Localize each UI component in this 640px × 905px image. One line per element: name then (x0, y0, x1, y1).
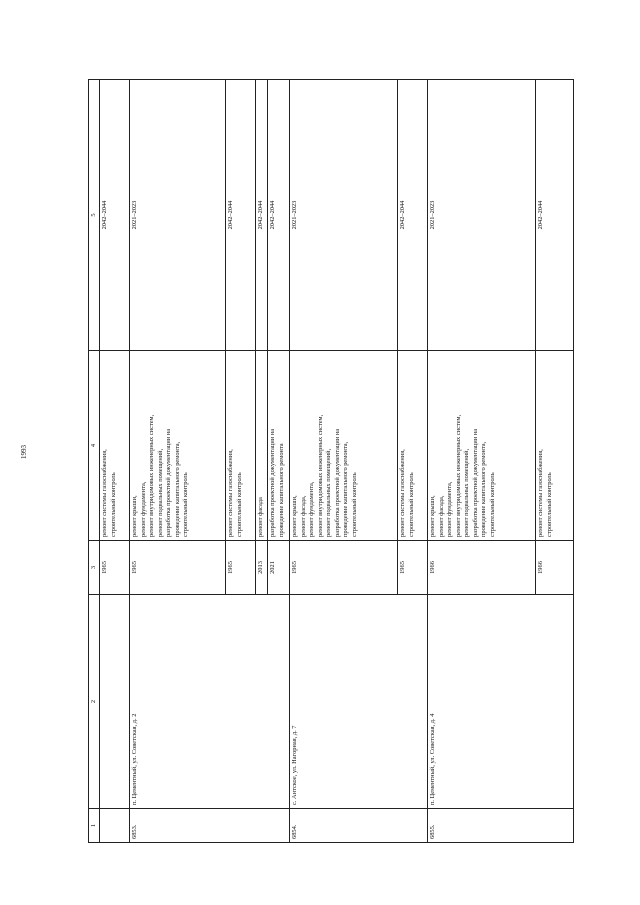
work-item: ремонт крыши, (429, 495, 437, 537)
address-cell (100, 595, 130, 809)
table-body (100, 80, 574, 843)
row-number-cell: 6854. (290, 809, 428, 843)
table-row (290, 80, 398, 843)
row-number-cell: 6853. (130, 809, 290, 843)
work-item: проведение капитального ремонта, (342, 441, 350, 537)
period-cell: 2042–2044 (100, 80, 130, 351)
works-cell (130, 351, 226, 541)
works-cell (256, 351, 268, 541)
table-wrapper (88, 80, 553, 843)
page-number: 1993 (20, 445, 28, 459)
works-cell (226, 351, 256, 541)
table-row (130, 80, 226, 843)
row-number-cell: 6855. (428, 809, 574, 843)
work-item: строительный контроль (350, 472, 358, 537)
work-item: ремонт системы газоснабжения, (537, 449, 545, 537)
year-cell: 2013 (256, 541, 268, 595)
work-item: ремонт системы газоснабжения, (227, 449, 235, 537)
period-cell: 2021–2023 (130, 80, 226, 351)
address-cell: с. Антское, ул. Нагорная, д. 7 (290, 595, 428, 809)
work-item: ремонт внутридомовых инженерных систем, (148, 414, 156, 537)
year-cell: 1965 (100, 541, 130, 595)
table-row (100, 80, 130, 843)
period-cell: 2042–2044 (268, 80, 290, 351)
works-cell (536, 351, 574, 541)
header-cell: 5 (89, 80, 100, 351)
work-item: строительный контроль (488, 472, 496, 537)
work-item: ремонт подвальных помещений, (325, 448, 333, 537)
works-cell (428, 351, 536, 541)
year-cell: 1965 (130, 541, 226, 595)
header-row (89, 80, 100, 843)
period-cell: 2021–2023 (290, 80, 398, 351)
work-item: строительный контроль (182, 472, 190, 537)
work-item: ремонт крыши, (291, 495, 299, 537)
year-cell: 1965 (226, 541, 256, 595)
work-item: ремонт системы газоснабжения, (399, 449, 407, 537)
year-cell: 2021 (268, 541, 290, 595)
header-cell: 2 (89, 595, 100, 809)
address-cell: п. Цементный, ул. Советская, д. 2 (130, 595, 290, 809)
work-item: ремонт крыши, (131, 495, 139, 537)
works-cell (100, 351, 130, 541)
address-cell: п. Цементный, ул. Советская, д. 4 (428, 595, 574, 809)
work-item: ремонт системы газоснабжения, (101, 449, 109, 537)
work-item: проведение капитального ремонта (277, 443, 285, 537)
header-cell: 1 (89, 809, 100, 843)
period-cell: 2021–2023 (428, 80, 536, 351)
work-item: ремонт фундамента, (308, 481, 316, 537)
period-cell: 2042–2044 (536, 80, 574, 351)
rotated-page-content (88, 80, 553, 843)
work-item: ремонт фундамента, (139, 481, 147, 537)
work-item: проведение капитального ремонта, (173, 441, 181, 537)
works-cell (398, 351, 428, 541)
work-item: ремонт внутридомовых инженерных систем, (454, 414, 462, 537)
header-cell: 4 (89, 351, 100, 541)
work-item: ремонт фасада, (437, 495, 445, 537)
year-cell: 1965 (290, 541, 398, 595)
work-item: ремонт внутридомовых инженерных систем, (316, 414, 324, 537)
row-number-cell (100, 809, 130, 843)
work-item: разработка проектной документации на (471, 428, 479, 537)
work-item: ремонт подвальных помещений, (463, 448, 471, 537)
work-item: строительный контроль (109, 472, 117, 537)
work-item: строительный контроль (235, 472, 243, 537)
work-item: разработка проектной документации на (333, 428, 341, 537)
works-cell (268, 351, 290, 541)
work-item: ремонт подвальных помещений, (156, 448, 164, 537)
repair-schedule-table (88, 79, 574, 843)
year-cell: 1966 (536, 541, 574, 595)
work-item: разработка проектной документации на (269, 428, 277, 537)
header-cell: 3 (89, 541, 100, 595)
table-row (428, 80, 536, 843)
period-cell: 2042–2044 (398, 80, 428, 351)
work-item: проведение капитального ремонта, (480, 441, 488, 537)
works-cell (290, 351, 398, 541)
work-item: разработка проектной документации на (165, 428, 173, 537)
work-item: ремонт фасада, (299, 495, 307, 537)
year-cell: 1965 (398, 541, 428, 595)
year-cell: 1966 (428, 541, 536, 595)
work-item: строительный контроль (545, 472, 553, 537)
period-cell: 2042–2044 (256, 80, 268, 351)
work-item: ремонт фасада (257, 497, 265, 537)
work-item: строительный контроль (407, 472, 415, 537)
work-item: ремонт фундамента, (446, 481, 454, 537)
period-cell: 2042–2044 (226, 80, 256, 351)
